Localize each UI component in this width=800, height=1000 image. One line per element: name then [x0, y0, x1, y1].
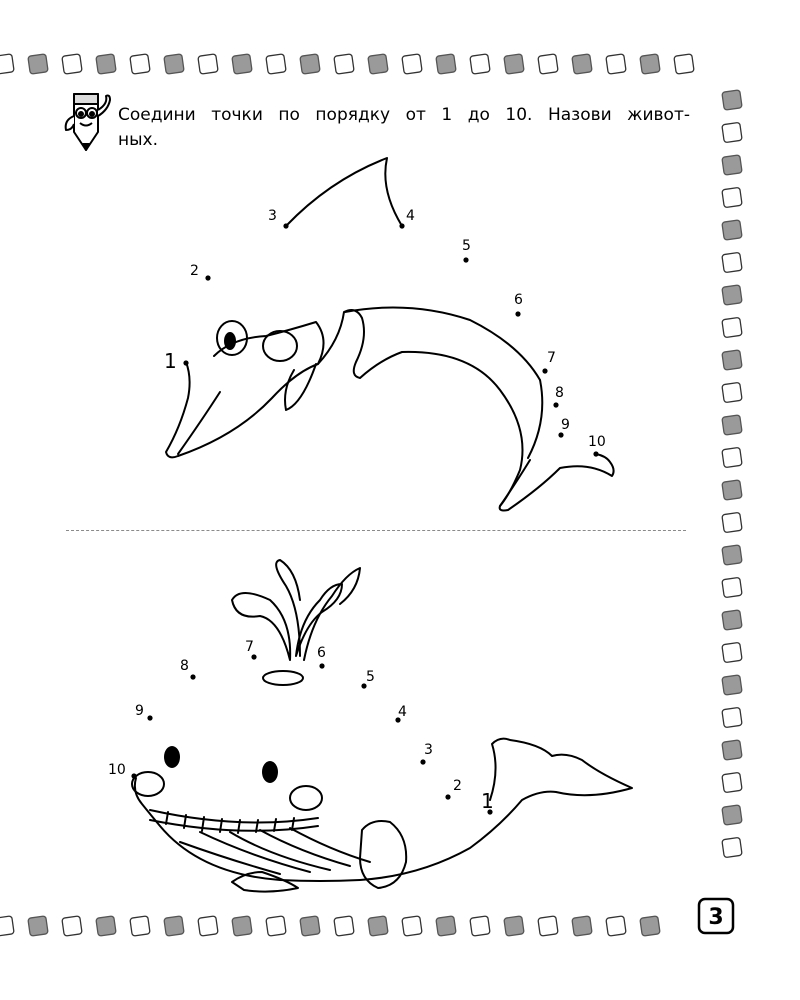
whale-dot-label-3: 3: [424, 742, 433, 758]
whale-dot-3: [420, 759, 425, 764]
whale-dot-label-10: 10: [108, 762, 126, 778]
dolphin-dot-label-7: 7: [547, 350, 556, 366]
whale-dot-label-9: 9: [135, 703, 144, 719]
whale-dot-2: [445, 794, 450, 799]
page-number-badge: [696, 896, 736, 936]
dolphin-dot-label-9: 9: [561, 417, 570, 433]
whale-dot-label-1: 1: [481, 789, 494, 813]
whale-dot-8: [190, 674, 195, 679]
instruction-line-2: ных.: [118, 130, 159, 150]
dolphin-dot-label-8: 8: [555, 385, 564, 401]
whale-dot-label-6: 6: [317, 645, 326, 661]
dolphin-dot-label-6: 6: [514, 292, 523, 308]
dolphin-dot-label-3: 3: [268, 208, 277, 224]
dolphin-dot-label-1: 1: [164, 349, 177, 373]
dolphin-dot-label-5: 5: [462, 238, 471, 254]
whale-dot-10: [131, 773, 136, 778]
whale-dot-label-8: 8: [180, 658, 189, 674]
whale-body-outline: [135, 739, 632, 881]
page-number: 3: [708, 905, 724, 930]
dolphin-dot-label-4: 4: [406, 208, 415, 224]
dolphin-dot-label-10: 10: [588, 434, 606, 450]
whale-spout-outline: [232, 593, 290, 660]
whale-dot-9: [147, 715, 152, 720]
whale-dot-7: [251, 654, 256, 659]
whale-dot-label-5: 5: [366, 669, 375, 685]
whale-dot-6: [319, 663, 324, 668]
whale-dot-label-2: 2: [453, 778, 462, 794]
dolphin-dot-label-2: 2: [190, 263, 199, 279]
whale-dot-label-7: 7: [245, 639, 254, 655]
instruction-line-1: Соедини точки по порядку от 1 до 10. Назови живот-: [118, 105, 690, 125]
whale-dot-label-4: 4: [398, 704, 407, 720]
